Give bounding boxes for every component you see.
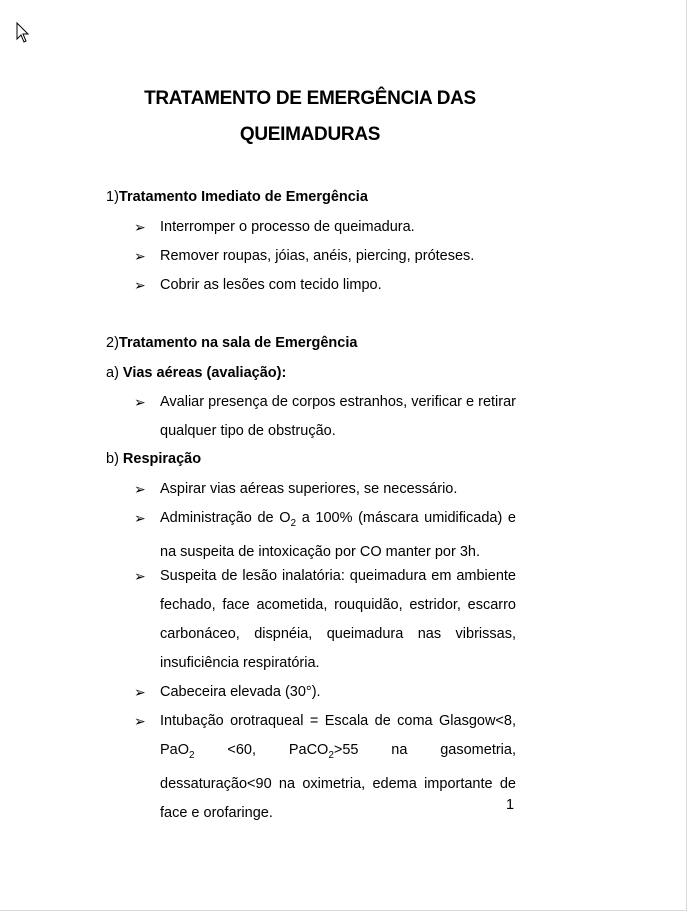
subsection-b-heading — [106, 451, 201, 467]
arrowhead-bullet-icon: ➢ — [134, 713, 146, 729]
arrowhead-bullet-icon: ➢ — [134, 219, 146, 235]
list-item: Cobrir as lesões com tecido limpo. — [160, 277, 382, 293]
list-item: Cabeceira elevada (30°). — [160, 684, 321, 700]
section-1-heading — [106, 189, 368, 205]
list-item — [160, 504, 516, 567]
list-item: Avaliar presença de corpos estranhos, verificar e retirar qualquer tipo de obstrução. — [160, 394, 516, 439]
page-number: 1 — [506, 797, 515, 813]
list-item: Suspeita de lesão inalatória: queimadura em ambiente fechado, face acometida, rouquidão, estridor, escarro carbonáceo, dispnéia, queimadura nas vibrissas, insuficiência respiratória. — [160, 568, 516, 671]
item-text: a 100% (máscara umidificada) e na suspeita de intoxicação por CO manter por 3h. — [160, 510, 516, 560]
list-item: Aspirar vias aéreas superiores, se necessário. — [160, 481, 458, 497]
subsection-a-heading — [106, 365, 286, 381]
arrowhead-bullet-icon: ➢ — [134, 684, 146, 700]
document-title-line-1: TRATAMENTO DE EMERGÊNCIA DAS — [144, 88, 476, 109]
arrowhead-bullet-icon: ➢ — [134, 394, 146, 410]
subsection-b-label: Respiração — [122, 451, 202, 467]
item-text: Administração de O — [160, 510, 291, 526]
section-2-heading — [106, 335, 357, 351]
arrowhead-bullet-icon: ➢ — [134, 248, 146, 264]
list-item: Remover roupas, jóias, anéis, piercing, próteses. — [160, 248, 475, 264]
subsection-b-prefix: b) — [106, 451, 123, 467]
document-title-line-2: QUEIMADURAS — [239, 124, 381, 145]
subscript: 2 — [189, 749, 195, 761]
subsection-a-prefix: a) — [106, 365, 123, 381]
arrowhead-bullet-icon: ➢ — [134, 510, 146, 526]
item-text: Intubação orotraqueal = Escala de coma Glasgow<8, PaO — [160, 713, 516, 758]
arrowhead-bullet-icon: ➢ — [134, 568, 146, 584]
section-1-label: Tratamento Imediato de Emergência — [118, 189, 368, 205]
list-item — [160, 707, 516, 828]
subscript: 2 — [328, 749, 334, 761]
arrowhead-bullet-icon: ➢ — [134, 277, 146, 293]
item-text: <60, PaCO — [194, 742, 329, 758]
subsection-a-label: Vias aéreas (avaliação): — [122, 365, 287, 381]
item-text: >55 na gasometria, dessaturação<90 na oximetria, edema importante de face e orofaringe. — [160, 742, 516, 821]
list-item: Interromper o processo de queimadura. — [160, 219, 415, 235]
arrowhead-bullet-icon: ➢ — [134, 481, 146, 497]
mouse-pointer-icon — [16, 22, 32, 44]
section-2-prefix: 2) — [106, 335, 119, 351]
subscript: 2 — [290, 517, 297, 529]
section-1-prefix: 1) — [106, 189, 119, 205]
section-2-label: Tratamento na sala de Emergência — [118, 335, 358, 351]
